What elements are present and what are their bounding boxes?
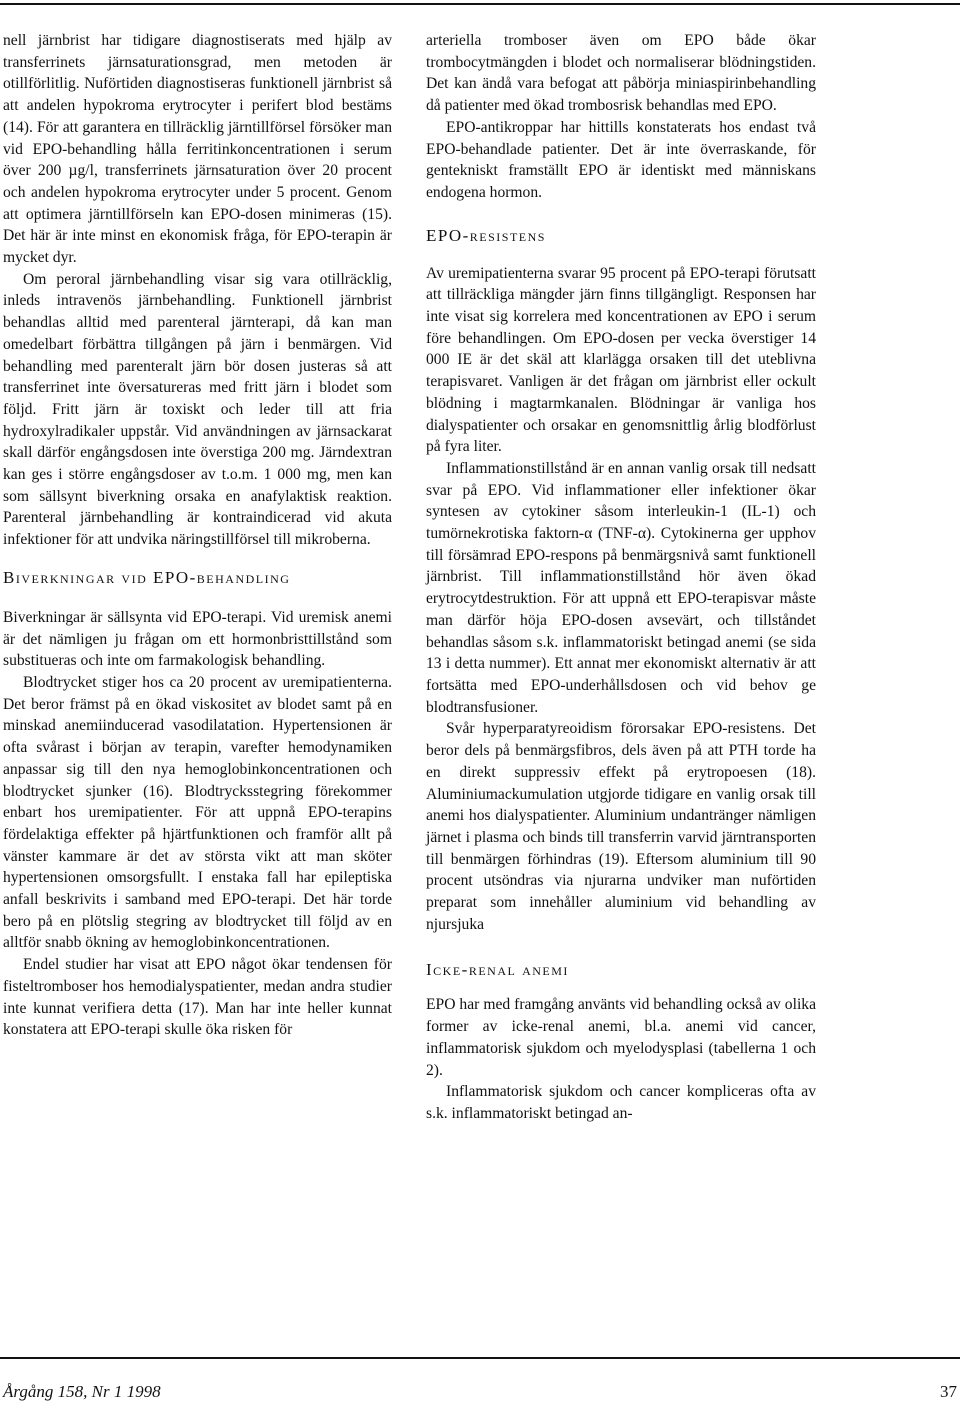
left-paragraph-5: Endel studier har visat att EPO något ökar tendensen för fisteltromboser hos hemodialyspatienter, medan andra studier inte kunnat verifiera detta (17). Man har inte heller kunnat konstatera att EPO-terapi skulle öka risken för <box>3 956 392 1039</box>
left-column <box>3 30 392 1041</box>
journal-issue: Årgång 158, Nr 1 1998 <box>3 1382 161 1401</box>
left-paragraph-4: Blodtrycket stiger hos ca 20 procent av uremipatienterna. Det beror främst på en ökad viskositet av blodet samt på en minskad anemiinducerad vasodilatation. Hypertensionen är ofta svårast i början av terapin, varefter hemodynamiken anpassar sig till den nya hemoglobinkoncentrationen och blodtrycket sjunker (16). Blodtrycksstegring förekommer enbart hos uremipatienter. För att uppnå EPO-terapins fördelaktiga effekter på hjärtfunktionen och framför allt på vänster kammare är det av största vikt att man sköter hypertensionen omsorgsfullt. I enstaka fall har epileptiska anfall beskrivits i samband med EPO-terapi. Det här torde bero på en plötslig stegring av blodtrycket till följd av en alltför snabb ökning av hemoglobinkoncentrationen. <box>3 673 392 952</box>
right-paragraph-4: Inflammationstillstånd är en annan vanlig orsak till nedsatt svar på EPO. Vid inflammationer eller infektioner ökar syntesen av cytokiner såsom interleukin-1 (IL-1) och tumörnekrotiska faktorn-α (TNF-α). Cytokinerna ger upphov till försämrad EPO-respons på benmärgsnivå samt funktionell järnbrist. Till inflammationstillstånd hör även ökad erytrocytdestruktion. För att uppnå ett EPO-terapisvar måste man därför höja EPO-dosen avsevärt, och tillståndet behandlas såsom s.k. inflammatoriskt betingad anemi (se sida 13 i detta nummer). Ett annat mer ekonomiskt alternativ är att fortsätta med EPO-underhållsdosen och vid behov ge blodtransfusioner. <box>426 459 816 716</box>
right-paragraph-7: Inflammatorisk sjukdom och cancer kompliceras ofta av s.k. inflammatoriskt betingad an- <box>426 1083 816 1122</box>
section-heading-icke-renal-anemi: Icke-renal anemi <box>426 960 569 980</box>
section-heading-biverkningar: Biverkningar vid EPO-behandling <box>3 567 291 587</box>
right-paragraph-2: EPO-antikroppar har hittills konstaterats hos endast två EPO-behandlade patienter. Det är inte överraskande, för gentekniskt framställt EPO är identiskt med människans endogena hormon. <box>426 118 816 201</box>
bottom-rule <box>0 1357 960 1359</box>
page-number: 37 <box>940 1382 957 1401</box>
right-paragraph-3: Av uremipatienterna svarar 95 procent på EPO-terapi förutsatt att tillräckliga mängder järn finns tillgängligt. Responsen har inte visat sig korrelera med koncentrationen av EPO i serum före behandlingen. Om EPO-dosen per vecka överstiger 14 000 IE är det skäl att klarlägga orsaken till det uteblivna terapisvaret. Vanligen är det frågan om järnbrist eller ockult blödning i magtarmkanalen. Blödningar är vanliga hos dialyspatienter och orsakar en genomsnittlig årlig blodförlust på fyra liter. <box>426 264 816 456</box>
top-rule <box>0 3 960 5</box>
right-column <box>426 30 816 1125</box>
right-paragraph-5: Svår hyperparatyreoidism förorsakar EPO-resistens. Det beror dels på benmärgsfibros, dels även på att PTH torde ha en direkt suppressiv effekt på erytropoesen (18). Aluminiumackumulation utgjorde tidigare en vanlig orsak till anemi hos dialyspatienter. Aluminium undantränger nämligen järnet i plasma och binds till transferrin varvid järntransporten till benmärgen förhindras (19). Eftersom aluminium till 90 procent utsöndras via njurarna undviker man nuförtiden preparat som innehåller aluminium vid behandling av njursjuka <box>426 720 816 933</box>
left-paragraph-2: Om peroral järnbehandling visar sig vara otillräcklig, inleds intravenös järnbehandling. Funktionell järnbrist behandlas alltid med parenteral järnterapi, då kan man omedelbart förbättra tillgången på järn i benmärgen. Vid behandling med parenteralt järn bör dosen justeras så att transferrinet inte översatureras med fritt järn i blodet som följd. Fritt järn är toxiskt och leder till att fria hydroxylradikaler uppstår. Vid användningen av järnsackarat skall därför engångsdosen inte överstiga 200 mg. Järndextran kan ges i större engångsdoser av t.o.m. 1 000 mg, men kan som sällsynt biverkning orsaka en anafylaktisk reaktion. Parenteral järnbehandling är kontraindicerad vid akuta infektioner för att undvika näringstillförsel till mikroberna. <box>3 270 392 549</box>
right-paragraph-1: arteriella tromboser även om EPO både ökar trombocytmängden i blodet och normaliserar blödningstiden. Det kan ändå vara befogat att påbörja miniaspirinbehandling då patienter med ökad trombosrisk behandlas med EPO. <box>426 32 816 115</box>
left-paragraph-3: Biverkningar är sällsynta vid EPO-terapi. Vid uremisk anemi är det nämligen ju frågan om ett hormonbristtillstånd som substitueras och inte om farmakologisk behandling. <box>3 608 392 670</box>
left-paragraph-1: nell järnbrist har tidigare diagnostiserats med hjälp av transferrinets järnsaturationsgrad, men metoden är otillförlitlig. Nuförtiden diagnostiseras funktionell järnbrist så att andelen hypokroma erytrocyter i perifert blod bestäms (14). För att garantera en tillräcklig järntillförsel försöker man vid EPO-behandling hålla ferritinkoncentrationen i serum över 200 µg/l, transferrinets järnsaturation över 20 procent och andelen hypokroma erytrocyter under 5 procent. Genom att optimera järntillförseln kan EPO-dosen minimeras (15). Det här är inte minst en ekonomisk fråga, för EPO-terapin är mycket dyr. <box>3 32 392 267</box>
section-heading-epo-resistens: EPO-resistens <box>426 225 546 245</box>
right-paragraph-6: EPO har med framgång använts vid behandling också av olika former av icke-renal anemi, bl.a. anemi vid cancer, inflammatorisk sjukdom och myelodysplasi (tabellerna 1 och 2). <box>426 996 816 1079</box>
